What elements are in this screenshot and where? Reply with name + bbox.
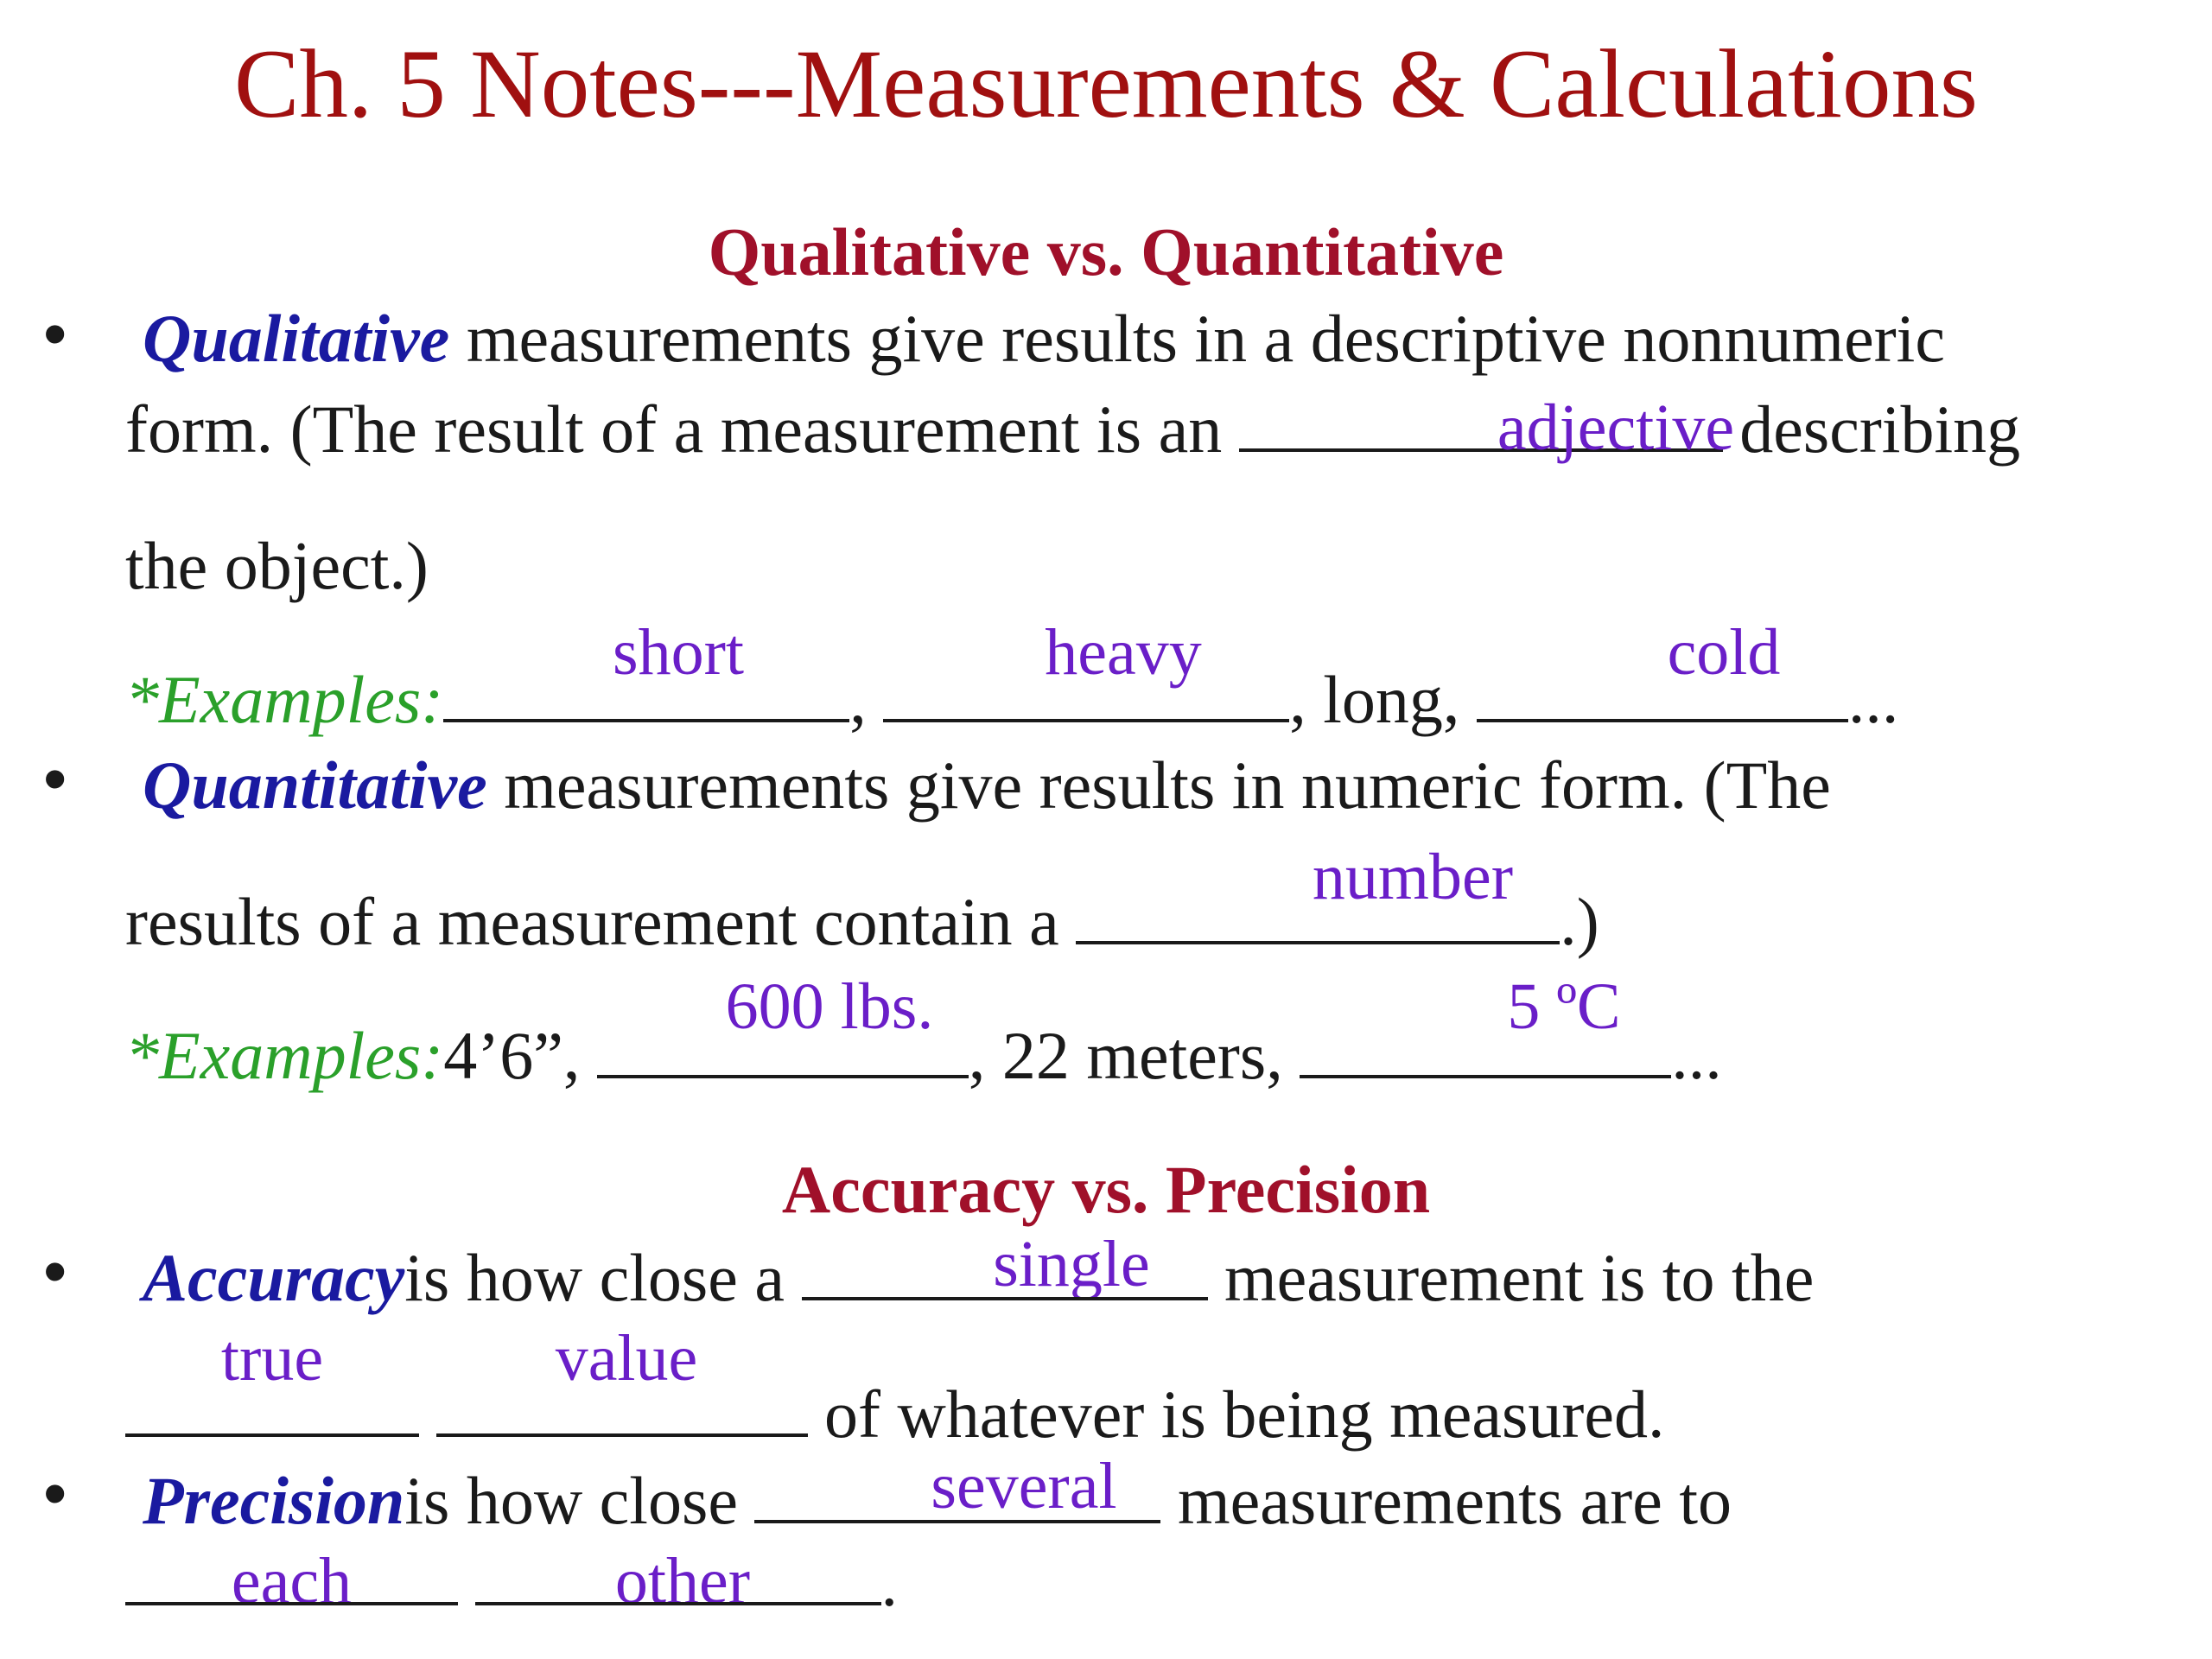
- quantitative-examples-line: [125, 1015, 1722, 1096]
- example-4ft6in: 4’6”,: [443, 1018, 597, 1093]
- fill-several: several: [931, 1450, 1117, 1522]
- precision-line-1: [143, 1460, 1732, 1541]
- fill-single: single: [993, 1228, 1150, 1300]
- blank-5-celsius: [1300, 1066, 1671, 1078]
- qualitative-line-1: [143, 298, 1945, 379]
- example-22-meters: , 22 meters,: [968, 1018, 1283, 1093]
- blank-600-lbs: [597, 1066, 969, 1078]
- quantitative-text-2-end: .): [1560, 884, 1599, 959]
- fill-each: each: [231, 1545, 353, 1618]
- accuracy-line-1: [143, 1237, 1814, 1319]
- precision-text-1b: measurements are to: [1160, 1463, 1732, 1538]
- precision-end: .: [880, 1545, 898, 1620]
- fill-number: number: [1312, 841, 1514, 913]
- accuracy-text-1b: measurement is to the: [1207, 1240, 1815, 1315]
- blank-number: [1076, 932, 1560, 944]
- blank-true: [125, 1425, 419, 1437]
- blank-single: [802, 1288, 1208, 1300]
- blank-short: [443, 710, 849, 722]
- quantitative-text-2: results of a measurement contain a: [125, 884, 1077, 959]
- quantitative-text-1: measurements give results in numeric form. (The: [486, 747, 1831, 823]
- qualitative-examples-line: [125, 659, 1898, 741]
- qualitative-text-1: measurements give results in a descriptive nonnumeric: [449, 301, 1945, 376]
- bullet-precision: •: [43, 1455, 67, 1531]
- accuracy-text-2: of whatever is being measured.: [824, 1376, 1665, 1452]
- page-title: Ch. 5 Notes---Measurements & Calculations: [234, 30, 1978, 138]
- qualitative-line-3: the object.): [125, 528, 429, 603]
- blank-other: [475, 1593, 881, 1605]
- fill-short: short: [613, 616, 744, 689]
- precision-text-1: is how close: [404, 1463, 755, 1538]
- section-heading-qualitative-quantitative: Qualitative vs. Quantitative: [708, 214, 1504, 289]
- bullet-accuracy: •: [43, 1233, 67, 1309]
- examples-label-1: *Examples:: [125, 662, 444, 737]
- fill-cold: cold: [1667, 616, 1781, 689]
- blank-cold: [1477, 710, 1848, 722]
- accuracy-line-2: [125, 1374, 1665, 1455]
- fill-600-lbs: 600 lbs.: [725, 970, 934, 1043]
- fill-adjective: adjective: [1497, 391, 1735, 464]
- fill-other: other: [614, 1545, 751, 1618]
- qualitative-text-2a: form. (The result of a measurement is an: [125, 391, 1239, 467]
- fill-value: value: [555, 1322, 698, 1395]
- accuracy-text-1: is how close a: [404, 1240, 802, 1315]
- blank-several: [754, 1511, 1160, 1523]
- dots-2: ...: [1671, 1018, 1722, 1093]
- fill-true: true: [220, 1322, 324, 1395]
- blank-value: [436, 1425, 808, 1437]
- term-accuracy: Accuracy: [143, 1240, 405, 1315]
- section-heading-accuracy-precision: Accuracy vs. Precision: [781, 1152, 1431, 1227]
- dots-1: ...: [1847, 662, 1899, 737]
- comma-long: , long,: [1289, 662, 1460, 737]
- precision-line-2: [125, 1542, 898, 1624]
- fill-heavy: heavy: [1045, 616, 1202, 689]
- term-qualitative: Qualitative: [143, 301, 450, 376]
- comma-1: ,: [849, 662, 867, 737]
- blank-heavy: [883, 710, 1289, 722]
- term-quantitative: Quantitative: [143, 747, 487, 823]
- blank-each: [125, 1593, 458, 1605]
- bullet-quantitative: •: [43, 741, 67, 817]
- term-precision: Precision: [143, 1463, 405, 1538]
- quantitative-line-2: [125, 881, 1599, 963]
- bullet-qualitative: •: [43, 296, 67, 372]
- examples-label-2: *Examples:: [125, 1018, 444, 1093]
- qualitative-text-2b: describing: [1722, 391, 2021, 467]
- quantitative-line-1: [143, 745, 1831, 826]
- fill-5-celsius: 5 ºC: [1507, 970, 1621, 1043]
